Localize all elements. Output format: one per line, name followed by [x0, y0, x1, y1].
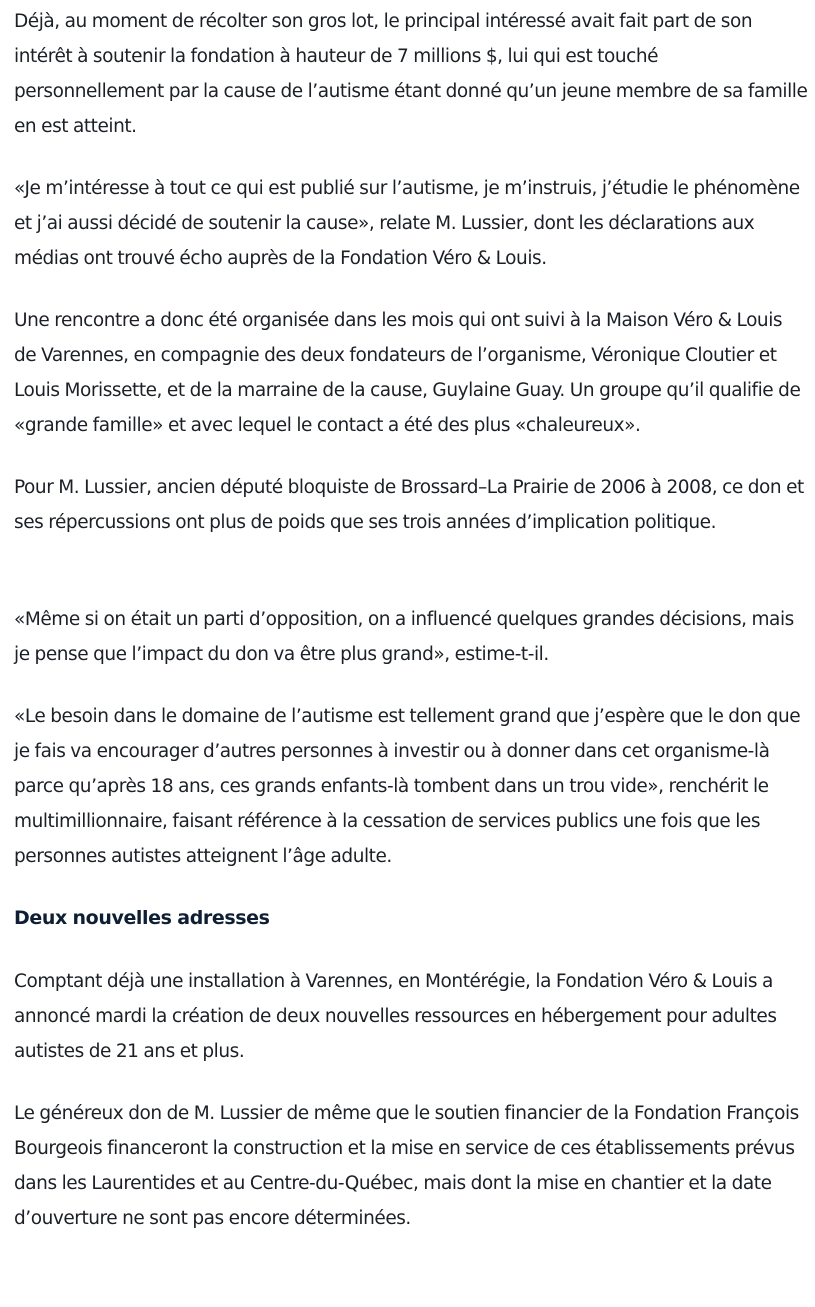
paragraph-meeting: Une rencontre a donc été organisée dans les mois qui ont suivi à la Maison Véro & Louis de Varennes, en compagnie des deux fondateurs de l’organisme, Véronique Cloutier et Louis Morissette, et de la marraine de la cause, Guylaine Guay. Un groupe qu’il qualifie de «grande famille» et avec lequel le contact a été des plus «chaleureux». [14, 310, 801, 436]
paragraph-lottery-intent: Déjà, au moment de récolter son gros lot, le principal intéressé avait fait part de son intérêt à soutenir la fondation à hauteur de 7 millions $, lui qui est touché personnellement par la cause de l’autisme étant donné qu’un jeune membre de sa famille en est atteint. [14, 11, 808, 137]
paragraph-funding: Le généreux don de M. Lussier de même que le soutien financier de la Fondation François Bourgeois financeront la construction et la mise en service de ces établissements prévus dans les Laurentides et au Centre-du-Québec, mais dont la mise en chantier et la date d’ouverture ne sont pas encore déterminées. [14, 1103, 799, 1229]
paragraph-political-career: Pour M. Lussier, ancien député bloquiste de Brossard–La Prairie de 2006 à 2008, ce don et ses répercussions ont plus de poids que ses trois années d’implication politique. [14, 477, 804, 533]
paragraph-quote-opposition: «Même si on était un parti d’opposition, on a influencé quelques grandes décisions, mais je pense que l’impact du don va être plus grand», estime-t-il. [14, 609, 794, 665]
paragraph-quote-interest: «Je m’intéresse à tout ce qui est publié sur l’autisme, je m’instruis, j’étudie le phénomène et j’ai aussi décidé de soutenir la cause», relate M. Lussier, dont les déclarations aux médias ont trouvé écho auprès de la Fondation Véro & Louis. [14, 178, 800, 269]
section-subheading: Deux nouvelles adresses [14, 907, 270, 929]
paragraph-quote-need: «Le besoin dans le domaine de l’autisme est tellement grand que j’espère que le don que je fais va encourager d’autres personnes à investir ou à donner dans cet organisme-là parce qu’après 18 ans, ces grands enfants-là tombent dans un trou vide», renchérit le multimillionnaire, faisant référence à la cessation de services publics une fois que les personnes autistes atteignent l’âge adulte. [14, 706, 801, 867]
paragraph-new-resources: Comptant déjà une installation à Varennes, en Montérégie, la Fondation Véro & Louis a annoncé mardi la création de deux nouvelles ressources en hébergement pour adultes autistes de 21 ans et plus. [14, 971, 777, 1062]
